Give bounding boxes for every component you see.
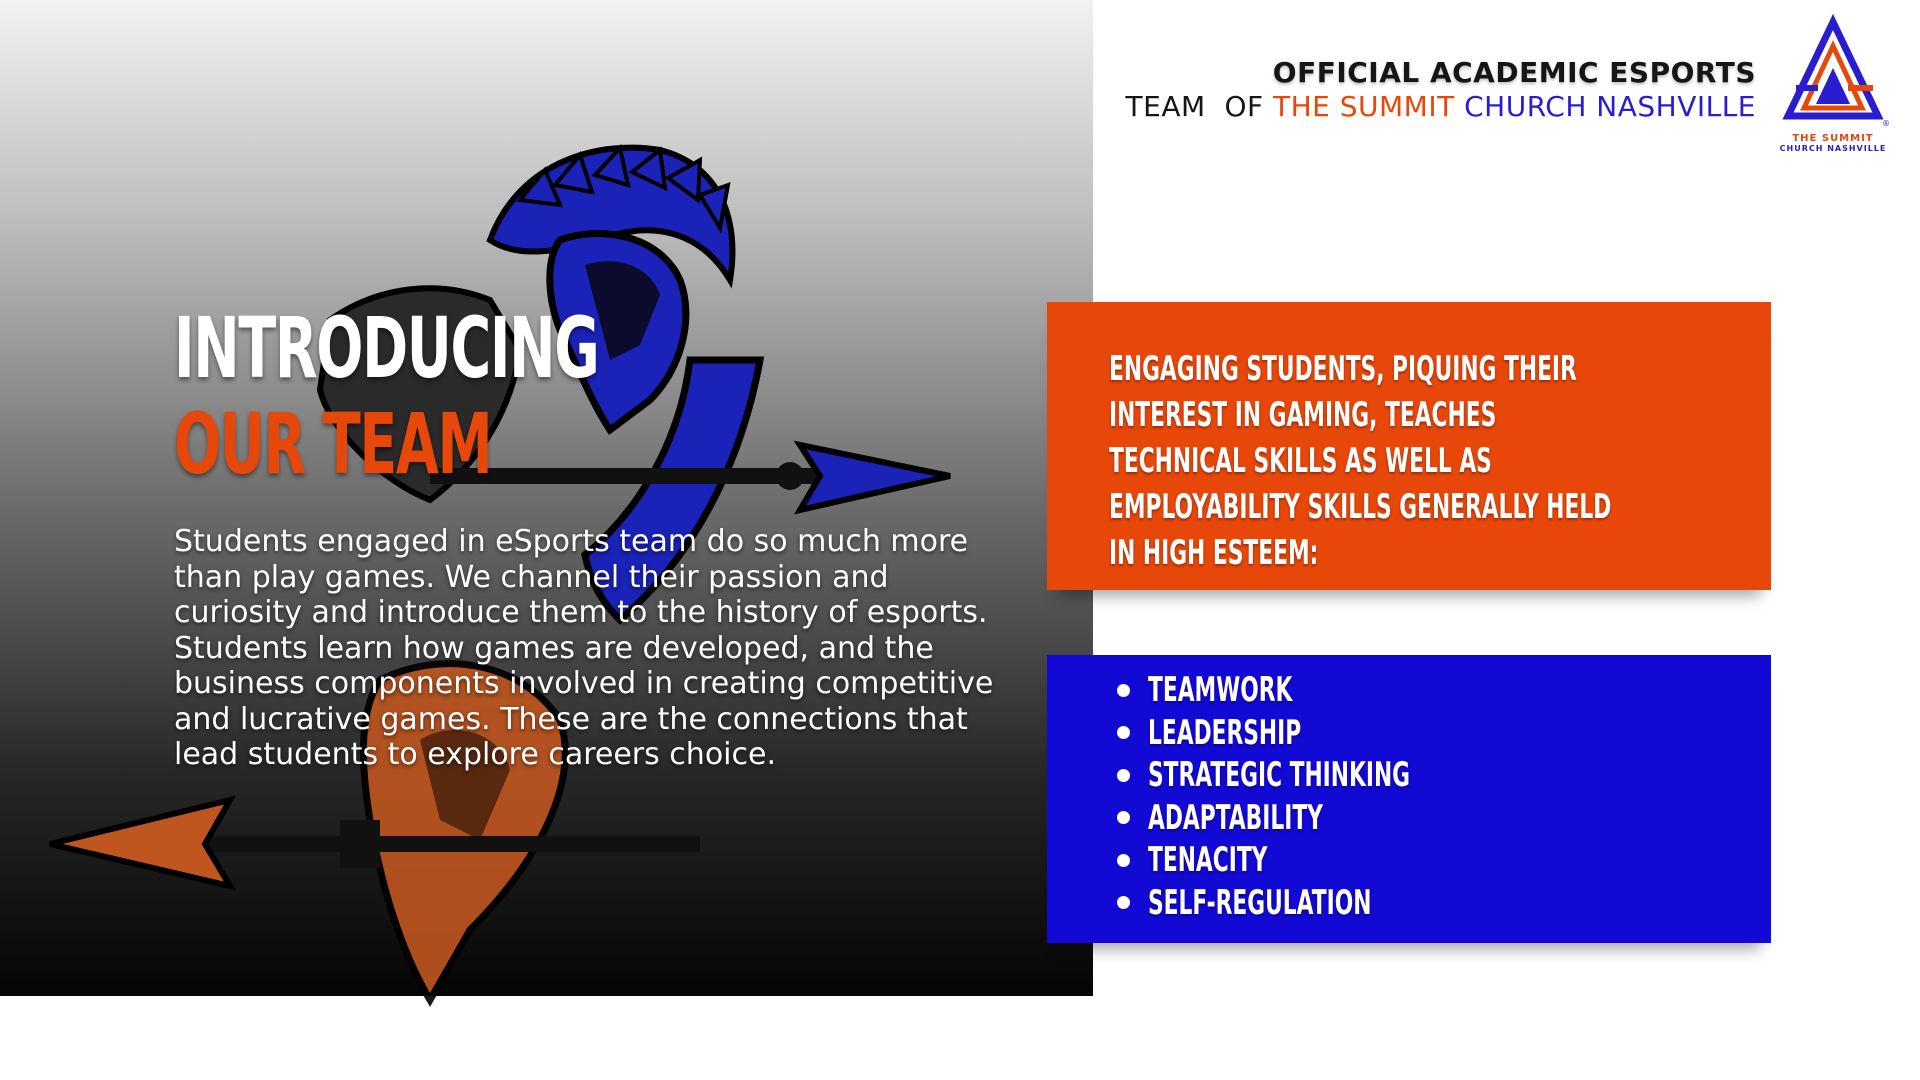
- bullet-icon: [1117, 854, 1130, 867]
- hero-body-text: Students engaged in eSports team do so much more than play games. We channel their passion and curiosity and introduce them to the history of esports. Students learn how games are developed, and the business components involved in creating competitive and lucrative games. These are the connections that lead students to explore careers choice.: [174, 524, 994, 772]
- hero-title-line1: INTRODUCING: [174, 299, 599, 397]
- skill-item: [1117, 669, 1557, 712]
- bullet-icon: [1117, 684, 1130, 697]
- skill-label: LEADERSHIP: [1148, 712, 1302, 753]
- intro-box-text: ENGAGING STUDENTS, PIQUING THEIR INTEREST IN GAMING, TEACHES TECHNICAL SKILLS AS WELL AS EMPLOYABILITY SKILLS GENERALLY HELD IN HIGH ESTEEM:: [1109, 349, 1612, 573]
- skill-item: [1117, 839, 1557, 882]
- skill-item: [1117, 797, 1557, 840]
- skill-label: TENACITY: [1148, 840, 1268, 881]
- header-line2-blue: CHURCH NASHVILLE: [1454, 90, 1756, 123]
- header-line2: [1126, 90, 1756, 123]
- skill-item: [1117, 712, 1557, 755]
- logo-text-line2: CHURCH NASHVILLE: [1779, 144, 1887, 153]
- hero-title-line2: OUR TEAM: [174, 395, 492, 493]
- bullet-icon: [1117, 896, 1130, 909]
- skill-item: [1117, 882, 1557, 925]
- registered-mark: ®: [1882, 119, 1890, 128]
- bullet-icon: [1117, 811, 1130, 824]
- logo-text-line1: THE SUMMIT: [1792, 133, 1874, 144]
- hero-title: [174, 300, 598, 492]
- skill-label: STRATEGIC THINKING: [1148, 755, 1411, 796]
- skills-list: [1117, 669, 1557, 924]
- skill-label: ADAPTABILITY: [1148, 797, 1323, 838]
- skill-label: SELF-REGULATION: [1148, 882, 1372, 923]
- skill-item: [1117, 754, 1557, 797]
- header-line2-prefix: TEAM OF: [1125, 90, 1273, 123]
- header-line2-orange: THE SUMMIT: [1273, 90, 1455, 123]
- bullet-icon: [1117, 726, 1130, 739]
- header-line1: OFFICIAL ACADEMIC ESPORTS: [1272, 56, 1756, 89]
- bullet-icon: [1117, 769, 1130, 782]
- skills-box: [1047, 655, 1771, 943]
- intro-box: [1047, 302, 1771, 590]
- skill-label: TEAMWORK: [1148, 670, 1293, 711]
